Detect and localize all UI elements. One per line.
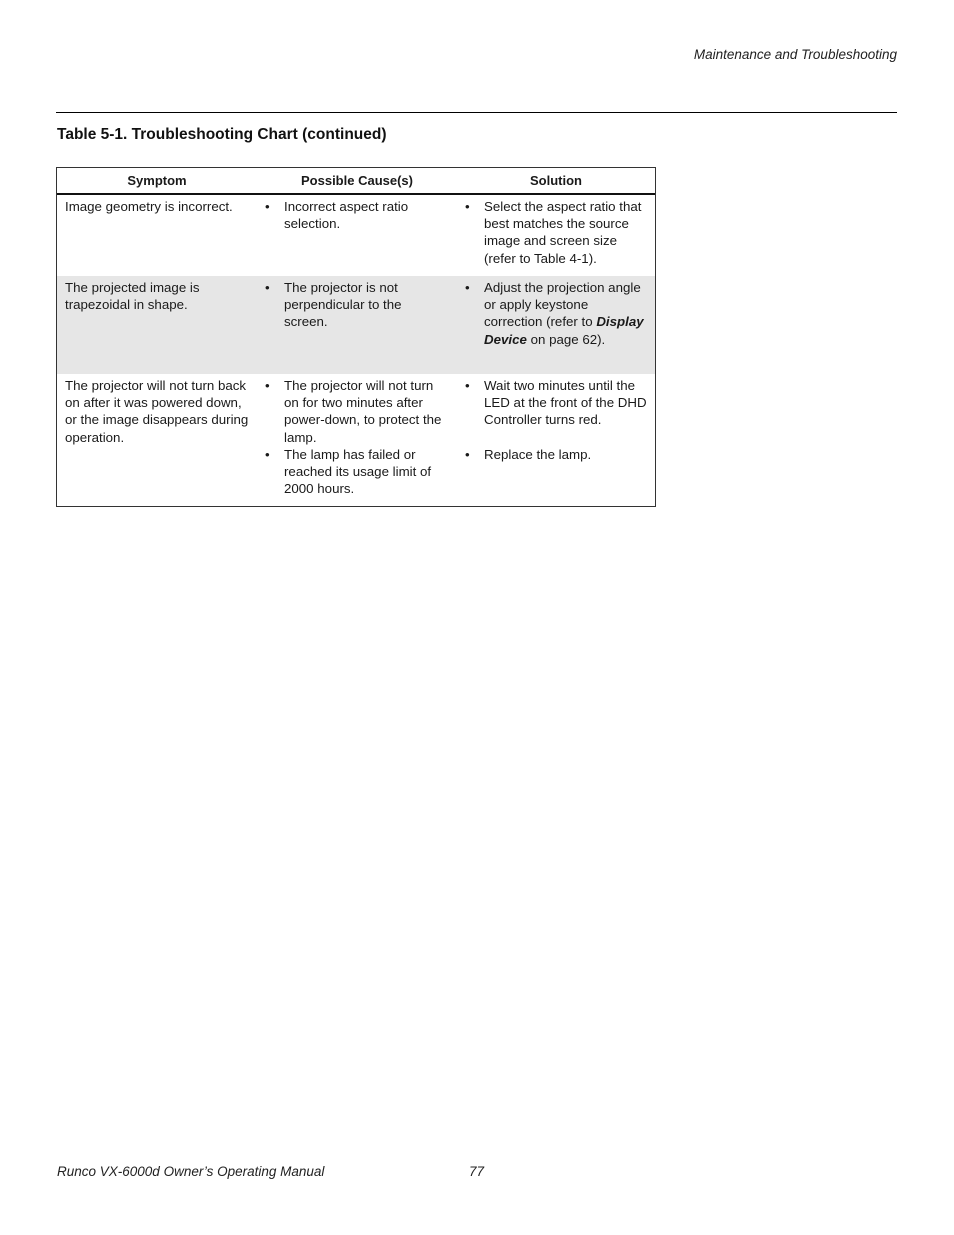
bullet-icon: • [465,378,470,393]
solution-item [465,279,647,348]
bullet-icon: • [265,378,270,393]
column-header-solution: Solution [530,173,582,188]
cause-item [265,446,447,498]
causes-cell [257,195,457,276]
solution-text: Replace the lamp. [484,446,592,462]
table-row [57,195,655,276]
cause-text: The lamp has failed or reached its usage limit of 2000 hours. [284,446,432,497]
cause-item [265,198,447,232]
header-divider [56,112,897,113]
solution-cell [457,374,655,506]
solution-cell [457,195,655,276]
cause-text: The projector will not turn on for two minutes after power-down, to protect the lamp. [284,378,442,445]
cause-item [265,377,447,446]
column-header-symptom: Symptom [127,173,187,188]
cause-text: Incorrect aspect ratio selection. [284,199,409,232]
bullet-icon: • [265,280,270,295]
table-header-row [57,168,655,195]
bullet-icon: • [265,446,270,462]
display-device-reference: Display Device [484,314,644,347]
bullet-icon: • [465,446,470,462]
bullet-icon: • [265,199,270,214]
table-row [57,374,655,506]
symptom-cell: The projected image is trapezoidal in shape. [65,280,200,313]
bullet-icon: • [465,280,470,295]
bullet-icon: • [465,199,470,214]
symptom-cell: Image geometry is incorrect. [65,199,233,214]
footer-manual-title: Runco VX-6000d Owner’s Operating Manual [57,1164,325,1179]
causes-cell [257,374,457,506]
solution-cell [457,276,655,374]
running-header: Maintenance and Troubleshooting [693,47,897,62]
solution-text-end: on page 62). [526,331,606,347]
cause-item [265,279,447,331]
table-title: Table 5-1. Troubleshooting Chart (continued) [57,126,387,143]
table-row [57,276,655,374]
causes-cell [257,276,457,374]
solution-text: Select the aspect ratio that best matches the source image and screen size (refer to Table 4-1). [484,199,642,266]
cause-text: The projector is not perpendicular to the screen. [284,280,402,330]
footer-page-number: 77 [469,1164,485,1179]
troubleshooting-table [56,167,656,507]
solution-text: Adjust the projection angle or apply keystone correction (refer to [484,280,641,330]
symptom-cell: The projector will not turn back on after it was powered down, or the image disappears during operation. [65,378,249,445]
solution-item [465,198,647,267]
column-header-causes: Possible Cause(s) [301,173,413,188]
solution-item [465,377,647,429]
solution-item [465,446,647,463]
solution-text: Wait two minutes until the LED at the front of the DHD Controller turns red. [484,378,647,428]
